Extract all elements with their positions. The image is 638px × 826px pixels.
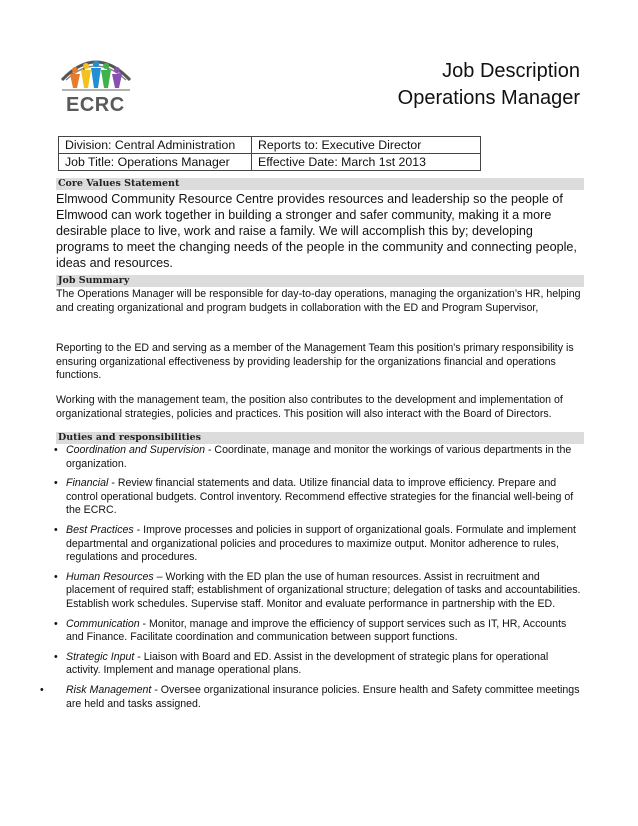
list-item: • Communication - Monitor, manage and improve the efficiency of support services such as IT, HR, Accounts and Finance. Facilitate coordination and communication between support functions. <box>54 617 567 644</box>
job-summary-p1: The Operations Manager will be responsible for day-to-day operations, managing the organization’s HR, helping and creating organizational and program budgets in collaboration with the ED and Program Supervisor, <box>56 288 581 314</box>
list-item: • Coordination and Supervision - Coordinate, manage and monitor the workings of various departments in the organization. <box>54 444 572 470</box>
table-row <box>59 137 481 154</box>
list-item: • Risk Management - Oversee organizational insurance policies. Ensure health and Safety committee meetings are held and tasks assigned. <box>40 683 580 710</box>
doc-subtitle: Operations Manager <box>397 87 580 109</box>
job-title-cell: Job Title: Operations Manager <box>59 154 252 171</box>
logo-figures-icon <box>58 50 134 96</box>
reports-to-cell: Reports to: Executive Director <box>252 137 481 154</box>
job-summary-heading: Job Summary <box>56 275 584 287</box>
ecrc-logo <box>58 50 134 120</box>
list-item: • Human Resources – Working with the ED plan the use of human resources. Assist in recruitment and placement of required staff; establishment of organizational structure; delegation of tasks and accountabilities. Establish work schedules. Supervise staff. Monitor and evaluate performance in partnership with the ED. <box>54 570 581 610</box>
list-item: • Strategic Input - Liaison with Board and ED. Assist in the development of strategic plans for operational activity. Implement and manage operational plans. <box>54 650 549 677</box>
job-summary-p2: Reporting to the ED and serving as a member of the Management Team this position's primary responsibility is ensuring organizational effectiveness by providing leadership for the organizations financial and operations functions. <box>56 342 574 382</box>
duties-heading: Duties and responsibilities <box>56 432 584 444</box>
document-header <box>398 58 580 112</box>
job-info-table <box>58 136 481 171</box>
core-values-text: Elmwood Community Resource Centre provides resources and leadership so the people of Elmwood can work together in building a stronger and safer community, making it a more desirable place to live, work and raise a family. We will accomplish this by; developing programs to meet the changing needs of the people in the community and connecting people, ideas and resources. <box>56 192 577 270</box>
core-values-heading: Core Values Statement <box>56 178 584 190</box>
effective-date-cell: Effective Date: March 1st 2013 <box>252 154 481 171</box>
job-summary-p3: Working with the management team, the position also contributes to the development and implementation of organizational strategies, policies and practices. This position will also interact with the Board of Directors. <box>56 394 563 420</box>
duties-list <box>40 444 582 717</box>
list-item: • Financial - Review financial statements and data. Utilize financial data to improve efficiency. Prepare and control operational budgets. Control inventory. Recommend effective strategies for the financial well-being of the ECRC. <box>54 477 574 517</box>
table-row <box>59 154 481 171</box>
logo-text: ECRC <box>66 94 125 116</box>
division-cell: Division: Central Administration <box>59 137 252 154</box>
doc-title: Job Description <box>442 60 580 82</box>
list-item: • Best Practices - Improve processes and policies in support of organizational goals. Formulate and implement departmental and organizational policies and procedures to maximize output. Monitor adherence to rules, regulations and procedures. <box>54 523 576 564</box>
